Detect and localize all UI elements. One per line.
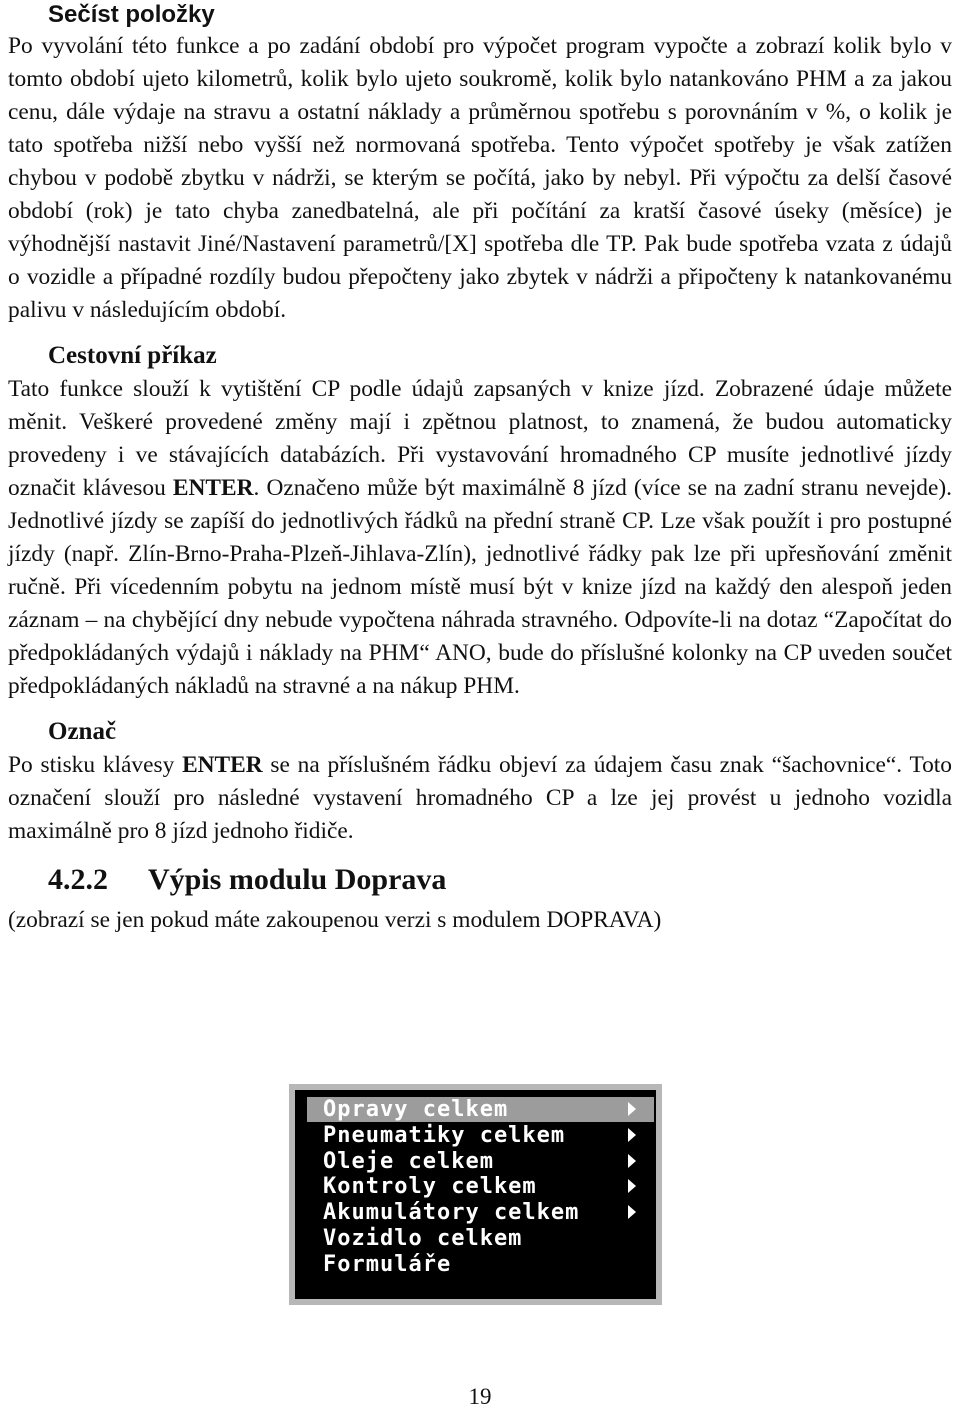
menu-item-kontroly-celkem[interactable]	[307, 1174, 654, 1199]
key-enter: ENTER	[182, 752, 263, 778]
paragraph-text-part: se na příslušném řádku objeví za údajem času znak “šachovnice“. Toto označení slouží pro následné vystavení hromadného CP a lze jej provést u jednoho vozidla maximálně pro 8 jízd jednoho řidiče.	[8, 752, 953, 844]
menu-item-label: Vozidlo celkem	[323, 1226, 523, 1251]
submenu-arrow-icon	[628, 1154, 636, 1168]
heading-secist-polozky: Sečíst položky	[48, 1, 215, 28]
submenu-arrow-icon	[628, 1179, 636, 1193]
heading-cestovni-prikaz: Cestovní příkaz	[48, 342, 217, 369]
page-number: 19	[468, 1384, 492, 1409]
heading-vypis-modulu-doprava	[8, 860, 952, 900]
paragraph-text-part: Po stisku klávesy	[8, 752, 183, 778]
key-enter: ENTER	[172, 475, 254, 501]
menu-item-label: Kontroly celkem	[323, 1174, 537, 1199]
doprava-menu	[295, 1090, 656, 1299]
menu-item-akumulatory-celkem[interactable]	[307, 1200, 654, 1225]
paragraph-oznac	[8, 749, 952, 848]
menu-item-label: Formuláře	[323, 1252, 452, 1277]
menu-item-pneumatiky-celkem[interactable]	[307, 1123, 654, 1148]
submenu-arrow-icon	[628, 1102, 636, 1116]
paragraph-vypis-note: (zobrazí se jen pokud máte zakoupenou verzi s modulem DOPRAVA)	[8, 907, 662, 933]
menu-item-label: Pneumatiky celkem	[323, 1123, 566, 1148]
paragraph-secist-polozky: Po vyvolání této funkce a po zadání období pro výpočet program vypočte a zobrazí kolik bylo v tomto období ujeto kilometrů, kolik bylo ujeto soukromě, kolik bylo natankováno PHM a za jakou cenu, dále výdaje na stravu a ostatní náklady a průměrnou spotřebu s porovnáním v %, o kolik je tato spotřeba nižší nebo vyšší než normovaná spotřeba. Tento výpočet spotřeby je však zatížen chybou v podobě zbytku v nádrži, se kterým se počítá, jako by nebyl. Při výpočtu za delší časové období (rok) je tato chyba zanedbatelná, ale při počítání za kratší časové úseky (měsíce) je výhodnější nastavit Jiné/Nastavení parametrů/[X] spotřeba dle TP. Pak bude spotřeba vzata z údajů o vozidle a případné rozdíly budou přepočteny jako zbytek v nádrži a připočteny k natankovanému palivu v následujícím období.	[8, 33, 952, 323]
menu-item-label: Akumulátory celkem	[323, 1200, 580, 1225]
submenu-arrow-icon	[628, 1205, 636, 1219]
paragraph-text-part: Tato funkce slouží k vytištění CP podle údajů zapsaných v knize jízd. Zobrazené údaje můžete měnit. Veškeré provedené změny mají i zpětnou platnost, to znamená, že budou automaticky provedeny i ve stávajících databázích. Při vystavování hromadného CP musíte jednotlivé jízdy označit klávesou	[8, 376, 952, 501]
menu-item-label: Oleje celkem	[323, 1149, 494, 1174]
page-content	[8, 0, 952, 937]
menu-item-vozidlo-celkem[interactable]	[307, 1226, 654, 1251]
menu-item-opravy-celkem[interactable]	[307, 1097, 654, 1122]
heading-oznac: Označ	[48, 718, 117, 745]
section-number: 4.2.2	[48, 863, 108, 896]
section-title: Výpis modulu Doprava	[148, 863, 447, 896]
menu-screenshot-frame	[289, 1084, 662, 1305]
paragraph-cestovni-prikaz	[8, 373, 952, 703]
menu-item-formulare[interactable]	[307, 1252, 654, 1277]
paragraph-text-part: . Označeno může být maximálně 8 jízd (více se na zadní stranu nevejde). Jednotlivé jízdy se zapíší do jednotlivých řádků na přední straně CP. Lze však použít i pro postupné jízdy (např. Zlín-Brno-Praha-Plzeň-Jihlava-Zlín), jednotlivé řádky pak lze při upřesňování změnit ručně. Při vícedenním pobytu na jednom místě musí být v knize jízd na každý den alespoň jeden záznam – na chybějící dny nebude vypočtena náhrada stravného. Odpovíte-li na dotaz “Započítat do předpokládaných výdajů i náklady na PHM“ ANO, bude do příslušné kolonky na CP uveden součet předpokládaných nákladů na stravné a na nákup PHM.	[8, 475, 952, 699]
menu-item-oleje-celkem[interactable]	[307, 1149, 654, 1174]
submenu-arrow-icon	[628, 1128, 636, 1142]
menu-item-label: Opravy celkem	[323, 1097, 509, 1122]
